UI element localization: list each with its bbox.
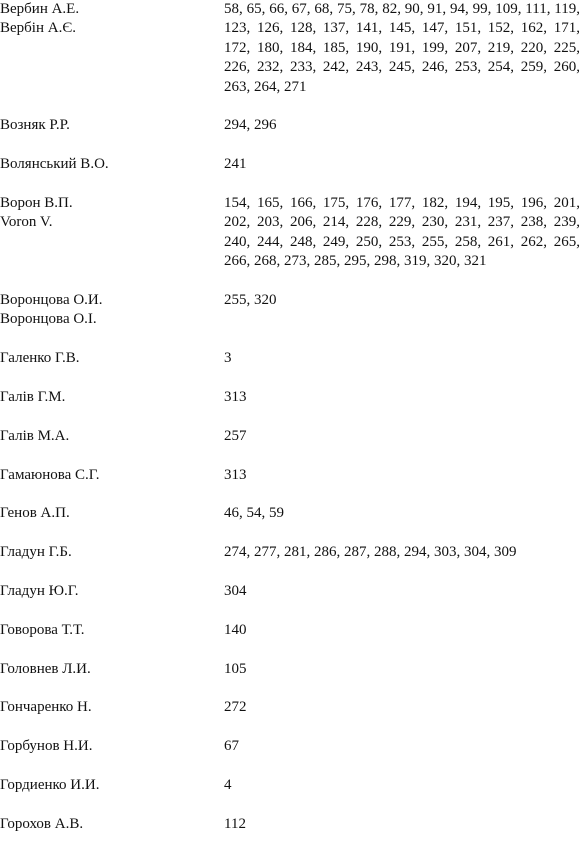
author-names bbox=[0, 737, 224, 756]
author-names bbox=[0, 466, 224, 485]
author-names bbox=[0, 660, 224, 679]
index-entry bbox=[0, 582, 580, 601]
page-references: 294, 296 bbox=[224, 117, 277, 134]
author-name: Воронцова О.И. bbox=[0, 292, 103, 309]
author-name: Волянський В.О. bbox=[0, 156, 109, 173]
page-references: 274, 277, 281, 286, 287, 288, 294, 303, 304, 309 bbox=[224, 544, 517, 561]
page-references: 46, 54, 59 bbox=[224, 505, 284, 522]
author-name: Ворон В.П. bbox=[0, 195, 73, 212]
page-references: 112 bbox=[224, 815, 246, 832]
author-names bbox=[0, 291, 224, 330]
page-references: 304 bbox=[224, 583, 247, 600]
page-references: 255, 320 bbox=[224, 292, 277, 309]
author-name: Галів М.А. bbox=[0, 427, 70, 444]
author-name: Вербін А.Є. bbox=[0, 20, 76, 37]
index-entry bbox=[0, 621, 580, 640]
author-names bbox=[0, 543, 224, 562]
author-name: Головнев Л.И. bbox=[0, 660, 91, 677]
author-name: Вербин А.Е. bbox=[0, 1, 80, 17]
index-entry bbox=[0, 427, 580, 446]
author-names bbox=[0, 815, 224, 834]
index-entry bbox=[0, 116, 580, 135]
author-names bbox=[0, 504, 224, 523]
index-entry bbox=[0, 737, 580, 756]
author-name: Горбунов Н.И. bbox=[0, 738, 93, 755]
author-names bbox=[0, 427, 224, 446]
page-references: 272 bbox=[224, 699, 247, 716]
page-references: 140 bbox=[224, 621, 247, 638]
page-references: 313 bbox=[224, 466, 247, 483]
index-entry bbox=[0, 388, 580, 407]
index-entry bbox=[0, 0, 580, 97]
author-names bbox=[0, 698, 224, 717]
author-name: Гладун Ю.Г. bbox=[0, 583, 79, 600]
author-name: Генов А.П. bbox=[0, 505, 70, 522]
author-name: Воронцова О.І. bbox=[0, 311, 97, 328]
author-names bbox=[0, 776, 224, 795]
index-entry bbox=[0, 194, 580, 272]
index-entry bbox=[0, 698, 580, 717]
author-name: Галенко Г.В. bbox=[0, 350, 80, 367]
page-references: 67 bbox=[224, 738, 239, 755]
page-references: 154, 165, 166, 175, 176, 177, 182, 194, 195, 196, 201, 202, 203, 206, 214, 228, 229, 230, 231, 237, 238, 239, 240, 244, 248, 249, 250, 253, 255, 258, 261, 262, 265, 266, 268, 273, 285, 295, 298, 319, 320, 321 bbox=[224, 195, 580, 270]
author-name: Возняк Р.Р. bbox=[0, 117, 70, 134]
index-entry bbox=[0, 349, 580, 368]
author-name: Говорова Т.Т. bbox=[0, 621, 85, 638]
author-names bbox=[0, 621, 224, 640]
author-name: Гладун Г.Б. bbox=[0, 544, 72, 561]
author-name: Галів Г.М. bbox=[0, 389, 66, 406]
author-name: Гордиенко И.И. bbox=[0, 777, 100, 793]
index-entry bbox=[0, 660, 580, 679]
author-names bbox=[0, 388, 224, 407]
index-entry bbox=[0, 815, 580, 834]
author-name: Гончаренко Н. bbox=[0, 699, 92, 716]
index-entry bbox=[0, 543, 580, 562]
author-name: Горохов А.В. bbox=[0, 815, 84, 832]
index-entry bbox=[0, 466, 580, 485]
author-names bbox=[0, 582, 224, 601]
page-references: 105 bbox=[224, 660, 247, 677]
author-names bbox=[0, 0, 224, 39]
index-entry bbox=[0, 504, 580, 523]
author-names bbox=[0, 155, 224, 174]
author-names bbox=[0, 194, 224, 233]
page-references: 313 bbox=[224, 389, 247, 406]
author-names bbox=[0, 116, 224, 135]
page-references: 4 bbox=[224, 777, 232, 793]
author-names bbox=[0, 349, 224, 368]
index-entry bbox=[0, 776, 580, 795]
page-references: 241 bbox=[224, 156, 247, 173]
author-name: Voron V. bbox=[0, 214, 53, 231]
page-references: 257 bbox=[224, 427, 247, 444]
author-name: Гамаюнова С.Г. bbox=[0, 466, 100, 483]
index-entry bbox=[0, 155, 580, 174]
page-references: 3 bbox=[224, 350, 232, 367]
index-entry bbox=[0, 291, 580, 330]
page-references: 58, 65, 66, 67, 68, 75, 78, 82, 90, 91, 94, 99, 109, 111, 119, 123, 126, 128, 137, 141, 145, 147, 151, 152, 162, 171, 172, 180, 184, 185, 190, 191, 199, 207, 219, 220, 225, 226, 232, 233, 242, 243, 245, 246, 253, 254, 259, 260, 263, 264, 271 bbox=[224, 1, 580, 95]
